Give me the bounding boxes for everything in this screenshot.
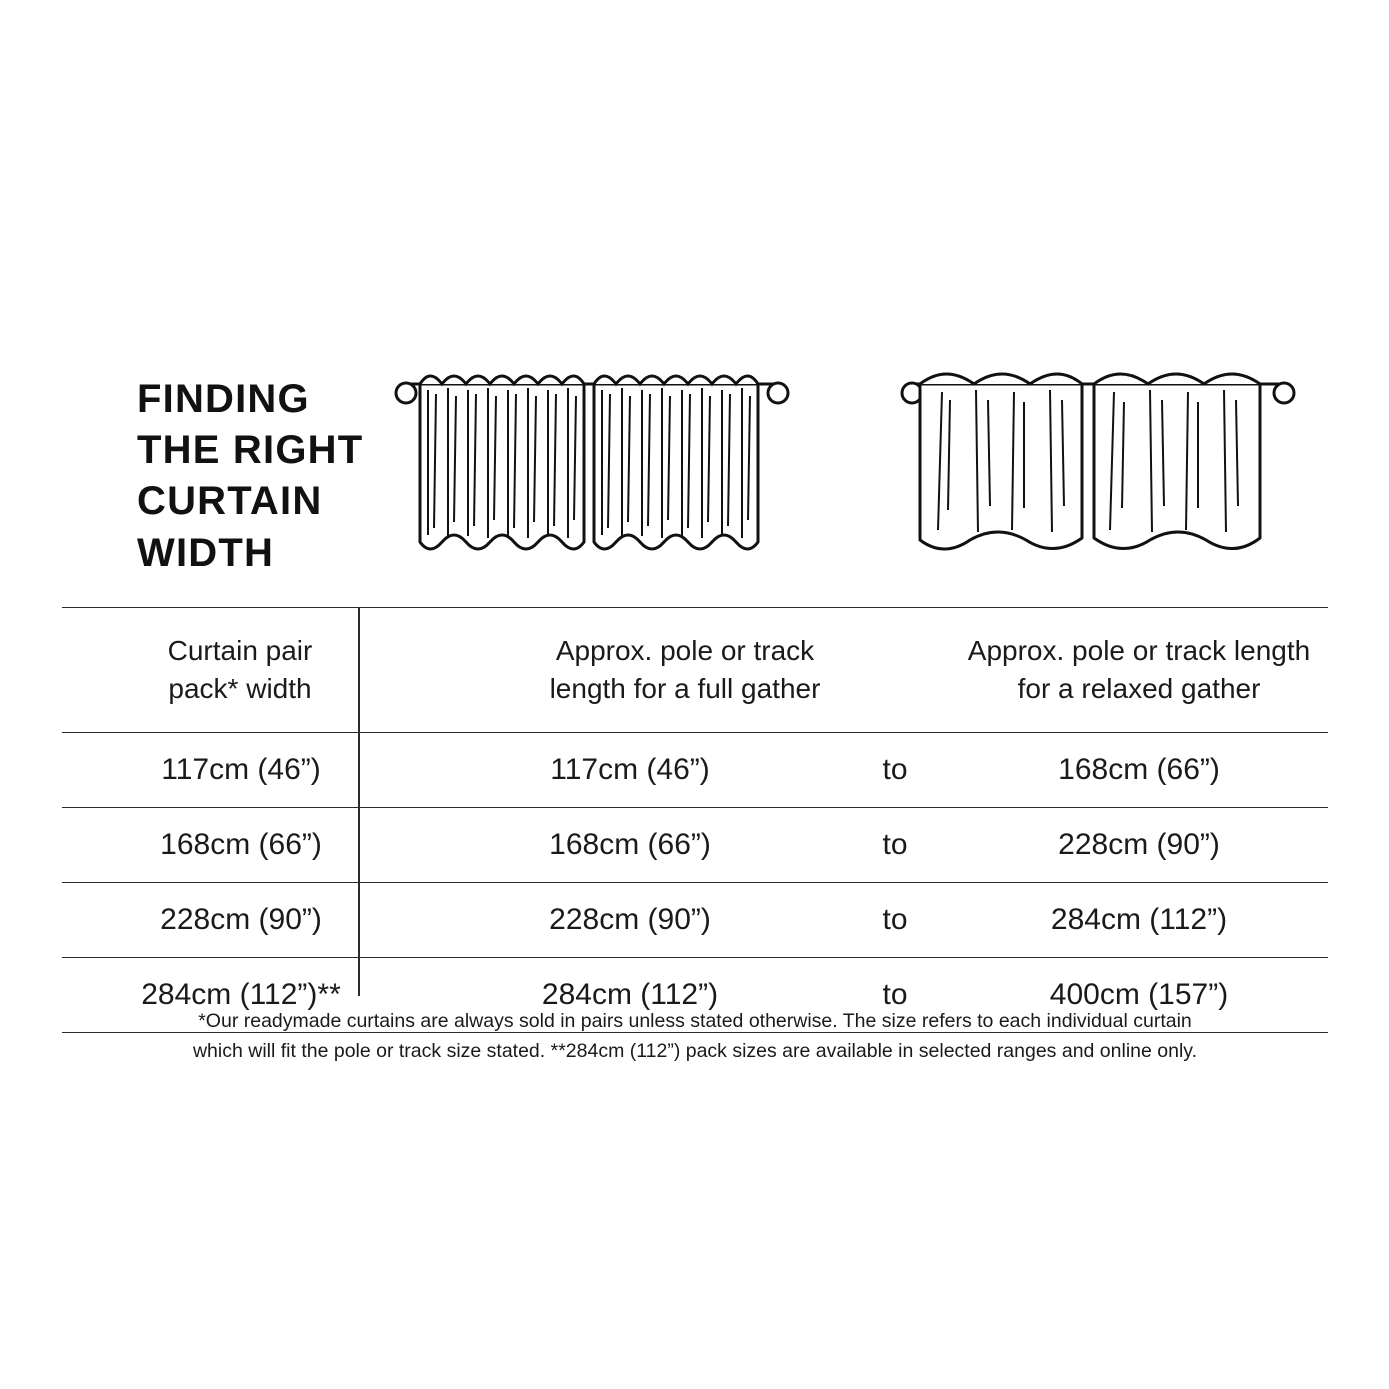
page-title [62,360,392,579]
page-title-line-4: WIDTH [137,530,275,575]
cell-full-gather: 168cm (66”) [549,828,711,861]
cell-relaxed-gather: 284cm (112”) [1050,903,1228,936]
header-relaxed-gather [950,608,1328,733]
illustrations-row [392,360,1328,575]
cell-full-gather: 284cm (112”) [541,978,719,1011]
cell-full-gather: 117cm (46”) [550,753,710,786]
table-column-divider [358,607,360,996]
footnote [150,1006,1240,1066]
page-title-line-3: CURTAIN [137,479,323,524]
header-full-gather [420,608,950,733]
header-full-gather-line-2: length for a full gather [549,673,821,704]
table-row [62,883,1328,958]
table-row [62,733,1328,808]
cell-to: to [882,978,908,1011]
cell-relaxed-gather: 168cm (66”) [1058,753,1220,786]
table-header-row [62,608,1328,733]
full-gather-curtain-icon [392,360,792,575]
header-pack-width-line-1: Curtain pair [167,635,313,667]
table-row [62,808,1328,883]
cell-relaxed-gather: 400cm (157”) [1049,978,1229,1011]
footnote-line-1: *Our readymade curtains are always sold in pairs unless stated otherwise. The size refers to each individual curtain [198,1010,1192,1032]
cell-to: to [882,753,908,786]
curtain-width-table [62,607,1328,1033]
cell-to: to [882,903,908,936]
header-relaxed-gather-line-1: Approx. pole or track length [967,635,1311,667]
relaxed-gather-curtain-icon [898,360,1298,575]
cell-pack-width: 284cm (112”)** [141,978,341,1011]
footnote-line-2: which will fit the pole or track size stated. **284cm (112”) pack sizes are available in selected ranges and online only. [192,1040,1198,1063]
cell-pack-width: 168cm (66”) [160,828,322,861]
header-relaxed-gather-line-2: for a relaxed gather [1017,673,1261,704]
page-title-line-2: THE RIGHT [137,428,364,473]
header-full-gather-line-1: Approx. pole or track [555,635,815,667]
page-title-line-1: FINDING [137,377,310,421]
cell-pack-width: 117cm (46”) [161,753,321,786]
cell-relaxed-gather: 228cm (90”) [1058,828,1220,861]
cell-pack-width: 228cm (90”) [160,903,322,936]
header-pack-width [62,608,420,733]
cell-to: to [882,828,908,861]
header-pack-width-line-2: pack* width [168,673,312,704]
cell-full-gather: 228cm (90”) [549,903,711,936]
header-block [62,360,1328,605]
